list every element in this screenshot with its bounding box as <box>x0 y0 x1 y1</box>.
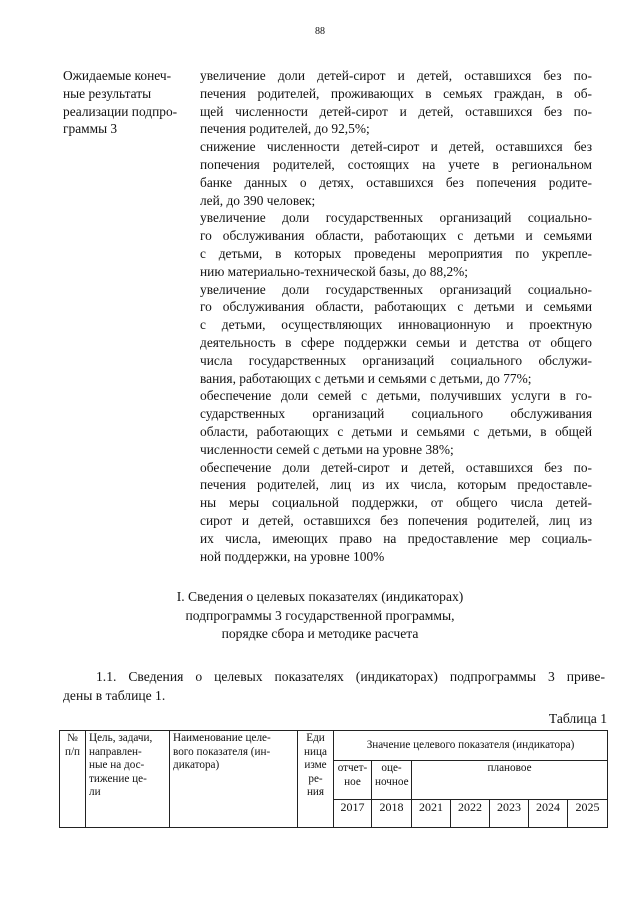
summary-label-line: Ожидаемые конеч- <box>63 68 172 83</box>
summary-text-line: обеспечение доли семей с детьми, получивших услуги в го- <box>200 388 592 404</box>
summary-label <box>63 67 201 138</box>
header-line: оце- <box>381 762 402 774</box>
col-unit-header <box>298 731 334 828</box>
header-line: направлен- <box>89 745 142 758</box>
section-heading-line: I. Сведения о целевых показателях (индикаторах) <box>176 589 464 604</box>
year-cell: 2025 <box>568 800 608 828</box>
reported-header <box>334 761 372 800</box>
summary-label-line: граммы 3 <box>63 121 118 137</box>
summary-label-line: ные результаты <box>63 85 152 101</box>
header-line: Наименование целе- <box>173 732 271 744</box>
summary-text-line: обеспечение доли детей-сирот и детей, оставшихся без по- <box>200 459 592 475</box>
year-cell: 2022 <box>451 800 490 828</box>
year-cell: 2024 <box>529 800 568 828</box>
summary-text-line: их числа, имеющих право на предоставление мер социаль- <box>200 530 592 546</box>
summary-text-line: попечения родителей, состоящих на учете в региональном <box>200 156 592 172</box>
summary-text-line: печения родителей, до 92,5%; <box>200 121 370 137</box>
section-heading-line: подпрограммы 3 государственной программы, <box>185 607 455 623</box>
header-line: ница <box>304 745 327 758</box>
planned-header: плановое <box>412 761 608 800</box>
summary-text-line: вания, работающих с детьми и семьями с детьми, до 77%; <box>200 370 532 386</box>
col-number-header <box>60 731 86 828</box>
header-line: ные на дос- <box>89 759 145 771</box>
summary-text-line: ной поддержки, на уровне 100% <box>200 548 385 564</box>
summary-text-line: числа государственных организаций социального обслужи- <box>200 352 592 368</box>
summary-text-line: увеличение доли государственных организаций социально- <box>200 281 592 297</box>
header-line: ли <box>89 786 101 798</box>
section-heading-line: порядке сбора и методике расчета <box>221 626 419 641</box>
summary-label-line: реализации подпро- <box>63 103 178 119</box>
summary-text-line: нию материально-технической базы, до 88,2%; <box>200 263 469 279</box>
summary-text-line: печения родителей, проживающих в семьях граждан, в об- <box>200 85 592 101</box>
indicators-table <box>59 730 608 828</box>
page-number: 88 <box>315 26 325 37</box>
summary-text-line: банке данных о детях, оставшихся без попечения родите- <box>200 174 592 190</box>
summary-text-line: с детьми, осуществляющих инновационную и проектную <box>200 317 592 333</box>
header-line: п/п <box>64 745 81 758</box>
table-caption: Таблица 1 <box>548 711 607 726</box>
intro-line: 1.1. Сведения о целевых показателях (индикаторах) подпрограммы 3 приве- <box>96 669 605 684</box>
year-cell: 2018 <box>372 800 412 828</box>
summary-text-line: численности семей с детьми на уровне 38%; <box>200 441 454 457</box>
header-line: ное <box>344 775 361 788</box>
intro-line: дены в таблице 1. <box>63 688 166 703</box>
summary-text-line: деятельность в сфере поддержки семьи и детства от общего <box>200 334 592 350</box>
summary-text-line: снижение численности детей-сирот и детей, оставшихся без <box>200 139 592 155</box>
value-group-header: Значение целевого показателя (индикатора) <box>334 731 608 761</box>
header-line: ре- <box>308 772 323 785</box>
section-heading <box>0 588 640 644</box>
summary-text-line: сударственных организаций социального обслуживания <box>200 406 592 422</box>
col-indicator-name-header <box>170 731 298 828</box>
header-line: изме <box>304 759 327 771</box>
summary-text-line: увеличение доли государственных организаций социально- <box>200 210 592 226</box>
header-line: Цель, задачи, <box>89 732 153 744</box>
header-line: № <box>67 732 78 744</box>
summary-text-line: щей численности детей-сирот и детей, оставшихся без по- <box>200 103 592 119</box>
estimated-header <box>372 761 412 800</box>
year-cell: 2017 <box>334 800 372 828</box>
summary-text-line: сирот и детей, оставшихся без попечения родителей, лиц из <box>200 512 592 528</box>
summary-text-line: лей, до 390 человек; <box>200 192 316 208</box>
summary-text-line: с детьми, в которых проведены мероприятия по укрепле- <box>200 245 592 261</box>
year-cell: 2021 <box>412 800 451 828</box>
summary-text-line: области, работающих с детьми и семьями с детьми, в общей <box>200 423 592 439</box>
header-line: Еди <box>306 732 325 744</box>
header-line: ночное <box>375 775 409 788</box>
summary-text-line: го обслуживания области, работающих с детьми и семьями <box>200 228 592 244</box>
intro-paragraph <box>63 667 605 705</box>
summary-text-line: го обслуживания области, работающих с детьми и семьями <box>200 299 592 315</box>
summary-text-line: ны меры социальной поддержки, от общего числа детей- <box>200 495 592 511</box>
header-line: вого показателя (ин- <box>173 745 271 758</box>
header-line: дикатора) <box>173 759 220 771</box>
header-line: тижение це- <box>89 772 147 785</box>
col-goal-header <box>86 731 170 828</box>
header-line: отчет- <box>337 762 368 774</box>
header-line: ния <box>306 786 325 798</box>
summary-text <box>200 67 592 565</box>
year-cell: 2023 <box>490 800 529 828</box>
summary-text-line: печения родителей, лиц из их числа, которым предоставле- <box>200 477 592 493</box>
summary-text-line: увеличение доли детей-сирот и детей, оставшихся без по- <box>200 68 592 83</box>
